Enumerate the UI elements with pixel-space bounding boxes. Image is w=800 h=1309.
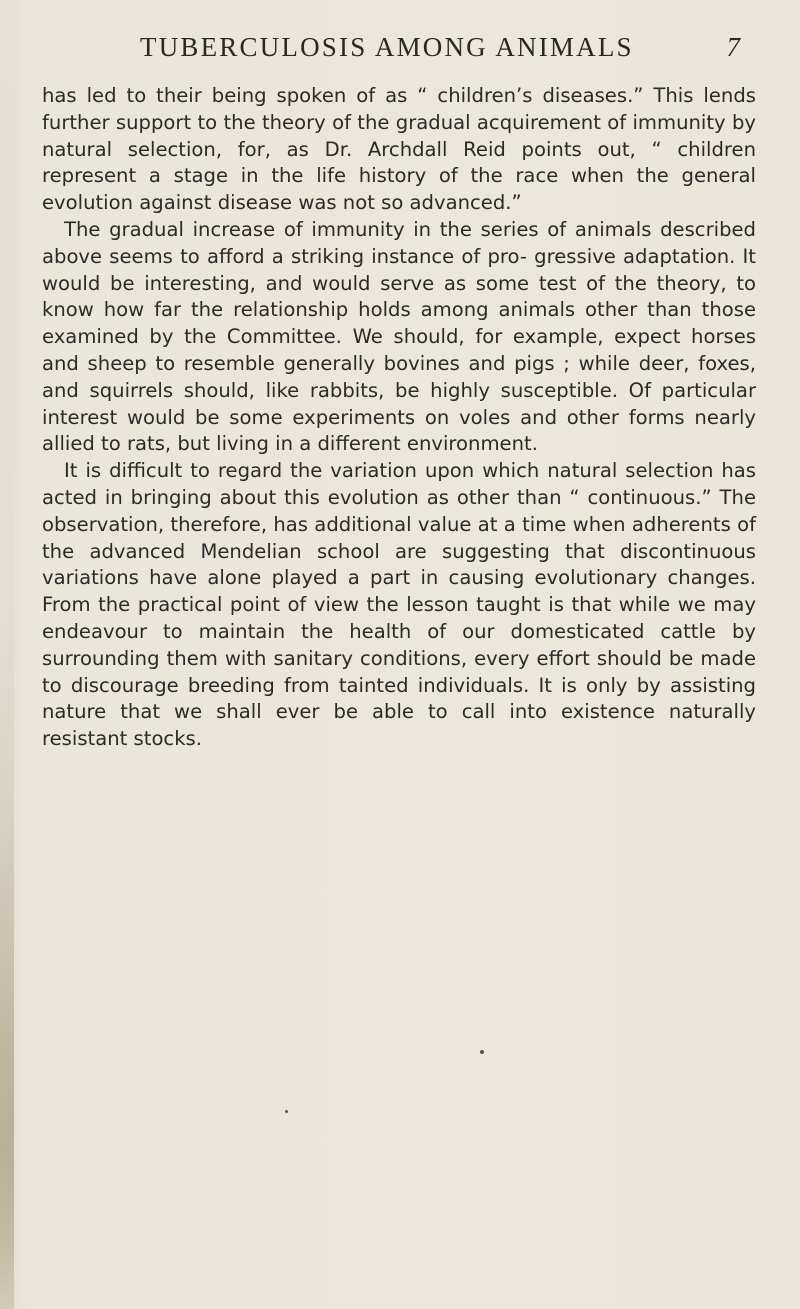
paper-speck bbox=[480, 1050, 484, 1054]
page-gutter-shadow bbox=[0, 0, 14, 1309]
running-head bbox=[60, 32, 740, 66]
paragraph-natural-selection: It is difficult to regard the variation upon which natural selection has acted in bringing about this evolution as other than “ continuous.” The observation, therefore, has additional value at a time when adherents of the advanced Mendelian school are suggesting that discontinuous variations have alone played a part in causing evolutionary changes. From the practical point of view the lesson taught is that while we may endeavour to maintain the health of our domesticated cattle by surrounding them with sanitary conditions, every effort should be made to discourage breeding from tainted individuals. It is only by assisting nature that we shall ever be able to call into existence naturally resistant stocks. bbox=[42, 459, 756, 751]
paragraph-immunity-series: The gradual increase of immunity in the series of animals described above seems to afford a striking instance of pro- gressive adaptation. It would be interesting, and would serve as some test of the theory, to know how far the relationship holds among animals other than those examined by the Committee. We should, for example, expect horses and sheep to resemble generally bovines and pigs ; while deer, foxes, and squirrels should, like rabbits, be highly susceptible. Of particular interest would be some experiments on voles and other forms nearly allied to rats, but living in a different environment. bbox=[42, 217, 756, 456]
paragraph-continued: has led to their being spoken of as “ children’s diseases.” This lends further support to the theory of the gradual acquirement of immunity by natural selection, for, as Dr. Archdall Reid points out, “ children represent a stage in the life history of the race when the general evolution against disease was not so advanced.” bbox=[42, 84, 756, 215]
page-number: 7 bbox=[726, 32, 740, 62]
body-text bbox=[42, 83, 756, 753]
running-head-title: TUBERCULOSIS AMONG ANIMALS bbox=[140, 32, 634, 62]
paper-speck bbox=[285, 1110, 288, 1113]
